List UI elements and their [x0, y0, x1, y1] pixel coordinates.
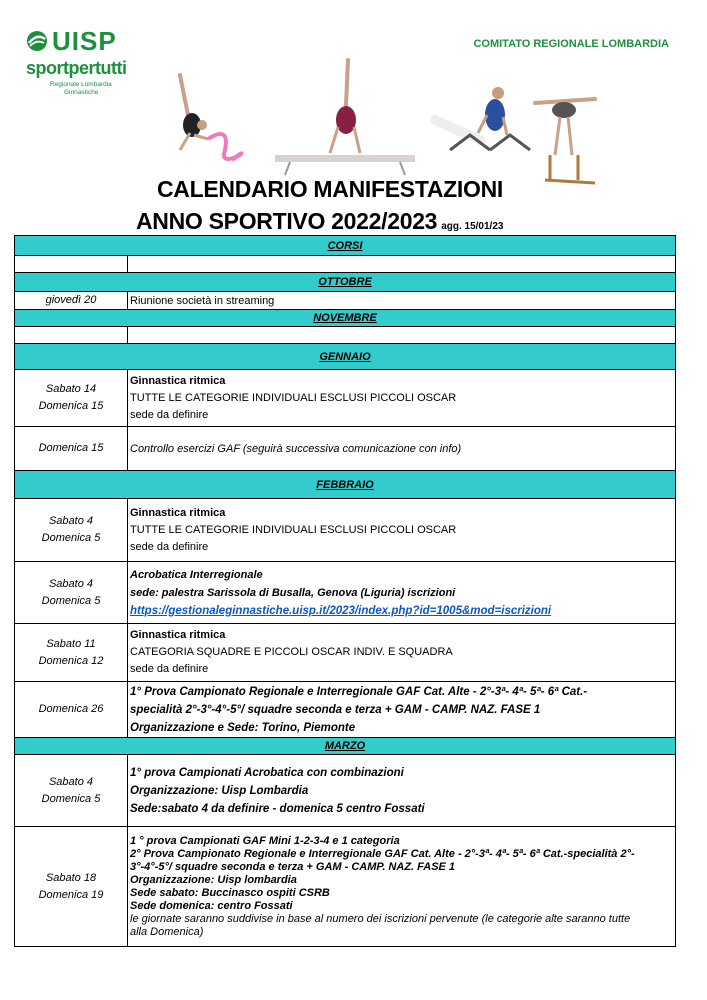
date-line: Domenica 5 [41, 594, 101, 607]
season-label: ANNO SPORTIVO 2022/2023 [136, 208, 438, 234]
date-line: Domenica 12 [38, 654, 104, 667]
logo-subtitle: sportpertutti [26, 58, 127, 78]
logo-line-1: Regionale Lombardia [50, 81, 112, 88]
section-row [15, 273, 676, 292]
section-header-novembre: NOVEMBRE [15, 310, 676, 327]
registration-link[interactable]: https://gestionaleginnastiche.uisp.it/2023/index.php?id=1005&mod=iscrizioni [130, 604, 552, 617]
section-row [15, 344, 676, 370]
event-venue: Sede:sabato 4 da definire - domenica 5 centro Fossati [130, 802, 425, 815]
event-title: Acrobatica Interregionale [130, 568, 263, 581]
table-row [15, 827, 676, 947]
date-line: Sabato 4 [48, 577, 94, 590]
date-line: Domenica 19 [38, 888, 104, 901]
event-venue: Sede sabato: Buccinasco ospiti CSRB [130, 886, 330, 899]
event-title: 1° prova Campionati Acrobatica con combinazioni [130, 766, 404, 779]
event-category: TUTTE LE CATEGORIE INDIVIDUALI ESCLUSI PICCOLI OSCAR [130, 523, 457, 536]
description-cell [128, 624, 676, 682]
section-header-gennaio: GENNAIO [15, 344, 676, 370]
event-category: 3°-4°-5°/ squadre seconda e terza + GAM - CAMP. NAZ. FASE 1 [130, 860, 456, 873]
description-cell [128, 256, 676, 273]
date-line: Sabato 4 [48, 775, 94, 788]
uisp-logo [24, 26, 144, 106]
table-row [15, 427, 676, 471]
description-cell [128, 370, 676, 427]
event-venue: sede da definire [130, 663, 209, 675]
gymnastics-illustration [150, 55, 610, 185]
section-row [15, 738, 676, 755]
table-row [15, 327, 676, 344]
date-cell: Domenica 15 [15, 427, 128, 471]
date-line: Sabato 18 [45, 871, 97, 884]
event-category: specialità 2°-3°-4°-5°/ squadre seconda e terza + GAM - CAMP. NAZ. FASE 1 [130, 703, 541, 716]
table-row [15, 370, 676, 427]
event-venue: Organizzazione e Sede: Torino, Piemonte [130, 721, 356, 734]
description-cell [128, 755, 676, 827]
description-cell [128, 499, 676, 562]
table-row [15, 499, 676, 562]
date-cell [15, 370, 128, 427]
section-header-ottobre: OTTOBRE [15, 273, 676, 292]
description-cell [128, 682, 676, 738]
table-row [15, 624, 676, 682]
table-row [15, 755, 676, 827]
description-cell: Riunione società in streaming [128, 292, 676, 310]
event-organizer: Organizzazione: Uisp lombardia [130, 873, 297, 886]
beam-gymnast-figure [275, 60, 415, 175]
event-venue: Sede domenica: centro Fossati [130, 899, 293, 912]
description-cell [128, 327, 676, 344]
section-row [15, 236, 676, 256]
description-cell [128, 562, 676, 624]
date-line: Sabato 4 [48, 515, 94, 527]
event-title: Ginnastica ritmica [130, 374, 226, 387]
event-title: 1° Prova Campionato Regionale e Interregionale GAF Cat. Alte - 2°-3ª- 4ª- 5ª- 6ª Cat.- [130, 685, 588, 698]
date-cell [15, 327, 128, 344]
uisp-emblem-icon [24, 30, 50, 52]
event-organizer: Organizzazione: Uisp Lombardia [130, 784, 309, 797]
event-category: CATEGORIA SQUADRE E PICCOLI OSCAR INDIV. E SQUADRA [130, 646, 453, 658]
date-cell [15, 562, 128, 624]
event-venue: sede da definire [130, 540, 209, 553]
event-title: Ginnastica ritmica [130, 506, 226, 519]
page-title-line-1: CALENDARIO MANIFESTAZIONI [157, 176, 504, 202]
table-row [15, 562, 676, 624]
logo-brand: UISP [52, 26, 117, 56]
event-title: 2° Prova Campionato Regionale e Interregionale GAF Cat. Alte - 2°-3ª- 4ª- 5ª- 6ª Cat.-specialità 2°- [130, 847, 635, 860]
date-cell [15, 499, 128, 562]
section-row [15, 471, 676, 499]
table-row [15, 256, 676, 273]
pommel-gymnast-figure [435, 87, 530, 150]
update-date: agg. 15/01/23 [441, 221, 504, 232]
date-cell [15, 624, 128, 682]
table-row [15, 682, 676, 738]
date-line: Domenica 5 [41, 792, 101, 805]
section-header-corsi: CORSI [15, 236, 676, 256]
date-line: Domenica 15 [38, 400, 104, 412]
date-line: Domenica 5 [41, 532, 101, 544]
event-category: TUTTE LE CATEGORIE INDIVIDUALI ESCLUSI PICCOLI OSCAR [130, 391, 457, 404]
ribbon-gymnast-figure [180, 75, 241, 160]
event-venue: sede: palestra Sarissola di Busalla, Genova (Liguria) iscrizioni [130, 586, 456, 599]
date-cell: giovedì 20 [15, 292, 128, 310]
description-cell [128, 827, 676, 947]
date-line: Sabato 14 [45, 383, 97, 395]
logo-line-2: Ginnastiche [64, 89, 99, 96]
date-line: Sabato 11 [46, 637, 96, 650]
section-header-marzo: MARZO [15, 738, 676, 755]
date-cell [15, 755, 128, 827]
event-title: Ginnastica ritmica [130, 629, 226, 641]
section-header-febbraio: FEBBRAIO [15, 471, 676, 499]
section-row [15, 310, 676, 327]
date-cell: Domenica 26 [15, 682, 128, 738]
event-note: alla Domenica) [130, 925, 204, 938]
date-cell [15, 256, 128, 273]
bars-gymnast-figure [535, 99, 595, 183]
description-cell: Controllo esercizi GAF (seguirà successiva comunicazione con info) [128, 427, 676, 471]
event-venue: sede da definire [130, 408, 209, 421]
event-note: le giornate saranno suddivise in base al numero dei iscrizioni pervenute (le categorie alte saranno tutte [130, 912, 631, 925]
table-row [15, 292, 676, 310]
date-cell [15, 827, 128, 947]
page-title-line-2 [136, 208, 503, 235]
event-title: 1 ° prova Campionati GAF Mini 1-2-3-4 e 1 categoria [130, 834, 400, 847]
calendar-table [14, 235, 676, 947]
comitato-label: COMITATO REGIONALE LOMBARDIA [473, 38, 669, 50]
